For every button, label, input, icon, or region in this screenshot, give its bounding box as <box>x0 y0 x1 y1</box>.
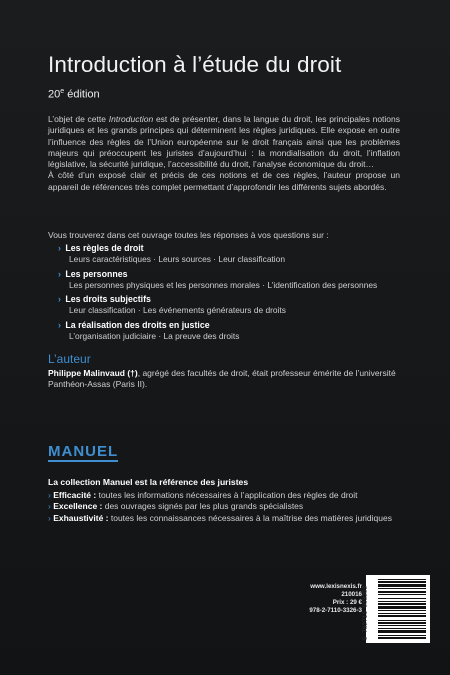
author-bio-text: , agrégé des facultés de droit, était professeur émérite de l’université Panthéon-Assas (Paris II). <box>48 368 396 390</box>
arrow-icon: › <box>58 319 61 330</box>
collection-item <box>48 501 408 512</box>
topic-subtopics: L’organisation judiciaire · La preuve des droits <box>69 330 240 341</box>
author-name: Philippe Malinvaud (†) <box>48 368 138 378</box>
topic-heading <box>58 293 408 305</box>
topic-subtopics: Les personnes physiques et les personnes morales · L’identification des personnes <box>69 279 378 290</box>
edition-superscript: e <box>60 88 65 95</box>
barcode <box>366 575 430 643</box>
topic-heading <box>58 242 408 254</box>
product-code: 210016 <box>341 591 362 598</box>
arrow-icon: › <box>58 294 61 304</box>
topic-subtopics: Leur classification · Les événements générateurs de droits <box>69 305 286 315</box>
isbn: 978-2-7110-3326-3 <box>309 607 362 614</box>
topic-heading-text: Les personnes <box>65 268 128 279</box>
collection-item <box>48 490 408 501</box>
collection-list <box>48 490 408 524</box>
edition-word: édition <box>67 88 100 101</box>
intro-p1-italic: Introduction <box>108 114 154 124</box>
topic-item <box>58 293 408 317</box>
collection-item-label: Excellence : <box>53 501 103 512</box>
collection-logo: MANUEL <box>48 443 119 460</box>
barcode-digits: 9 782711 033263 <box>362 585 369 640</box>
edition-label <box>48 88 100 101</box>
publisher-url: www.lexisnexis.fr <box>310 583 362 590</box>
topic-heading-text: Les droits subjectifs <box>65 294 151 304</box>
book-title: Introduction à l’étude du droit <box>48 52 342 77</box>
edition-number: 20 <box>48 88 61 101</box>
collection-item-label: Exhaustivité : <box>53 512 109 523</box>
collection-item <box>48 513 408 524</box>
collection-item-label: Efficacité : <box>53 490 97 500</box>
colophon <box>300 583 362 615</box>
topic-heading <box>58 319 408 331</box>
topic-subtopics: Leurs caractéristiques · Leurs sources · Leur classification <box>69 254 285 264</box>
collection-item-text: toutes les connaissances nécessaires à la maîtrise des matières juridiques <box>108 512 392 523</box>
intro-p1-start: L’objet de cette <box>48 114 109 124</box>
topic-item <box>58 319 408 343</box>
topic-item <box>58 268 408 292</box>
arrow-icon: › <box>48 501 51 512</box>
collection-item-text: toutes les informations nécessaires à l’application des règles de droit <box>96 490 358 500</box>
collection-item-text: des ouvrages signés par les plus grands spécialistes <box>102 501 304 512</box>
price: Prix : 29 € <box>332 599 362 606</box>
intro-p1-end: est de présenter, dans la langue du droit, les principales notions juridiques et les grands principes qui déterminent les règles juridiques. Elle expose en outre l’influence des règles de l’Union européenne sur le droit français ainsi que les problèmes majeurs qui préoccupent les juristes d’aujourd’hui : la mondialisation du droit, l’inflation législative, la sécurité juridique, l’accessibilité du droit, l’analyse économique du droit… <box>48 114 401 170</box>
author-heading: L’auteur <box>48 352 91 366</box>
intro-paragraph-2: À côté d’un exposé clair et précis de ces notions et de ces règles, l’auteur propose un appareil de références très complet permettant d’approfondir les différents sujets abordés. <box>48 170 400 192</box>
topic-item <box>58 242 408 266</box>
barcode-icon <box>366 575 430 643</box>
arrow-icon: › <box>48 512 51 523</box>
intro-text <box>48 114 400 193</box>
arrow-icon: › <box>58 268 61 279</box>
arrow-icon: › <box>48 490 51 500</box>
author-bio <box>48 368 400 391</box>
topic-heading <box>58 268 408 280</box>
arrow-icon: › <box>58 243 61 253</box>
topics-list <box>58 242 408 344</box>
collection-heading: La collection Manuel est la référence des juristes <box>48 477 249 487</box>
topics-lead: Vous trouverez dans cet ouvrage toutes les réponses à vos questions sur : <box>48 230 329 240</box>
topic-heading-text: Les règles de droit <box>65 243 144 253</box>
intro-paragraph-1 <box>48 114 400 170</box>
topic-heading-text: La réalisation des droits en justice <box>65 319 210 330</box>
